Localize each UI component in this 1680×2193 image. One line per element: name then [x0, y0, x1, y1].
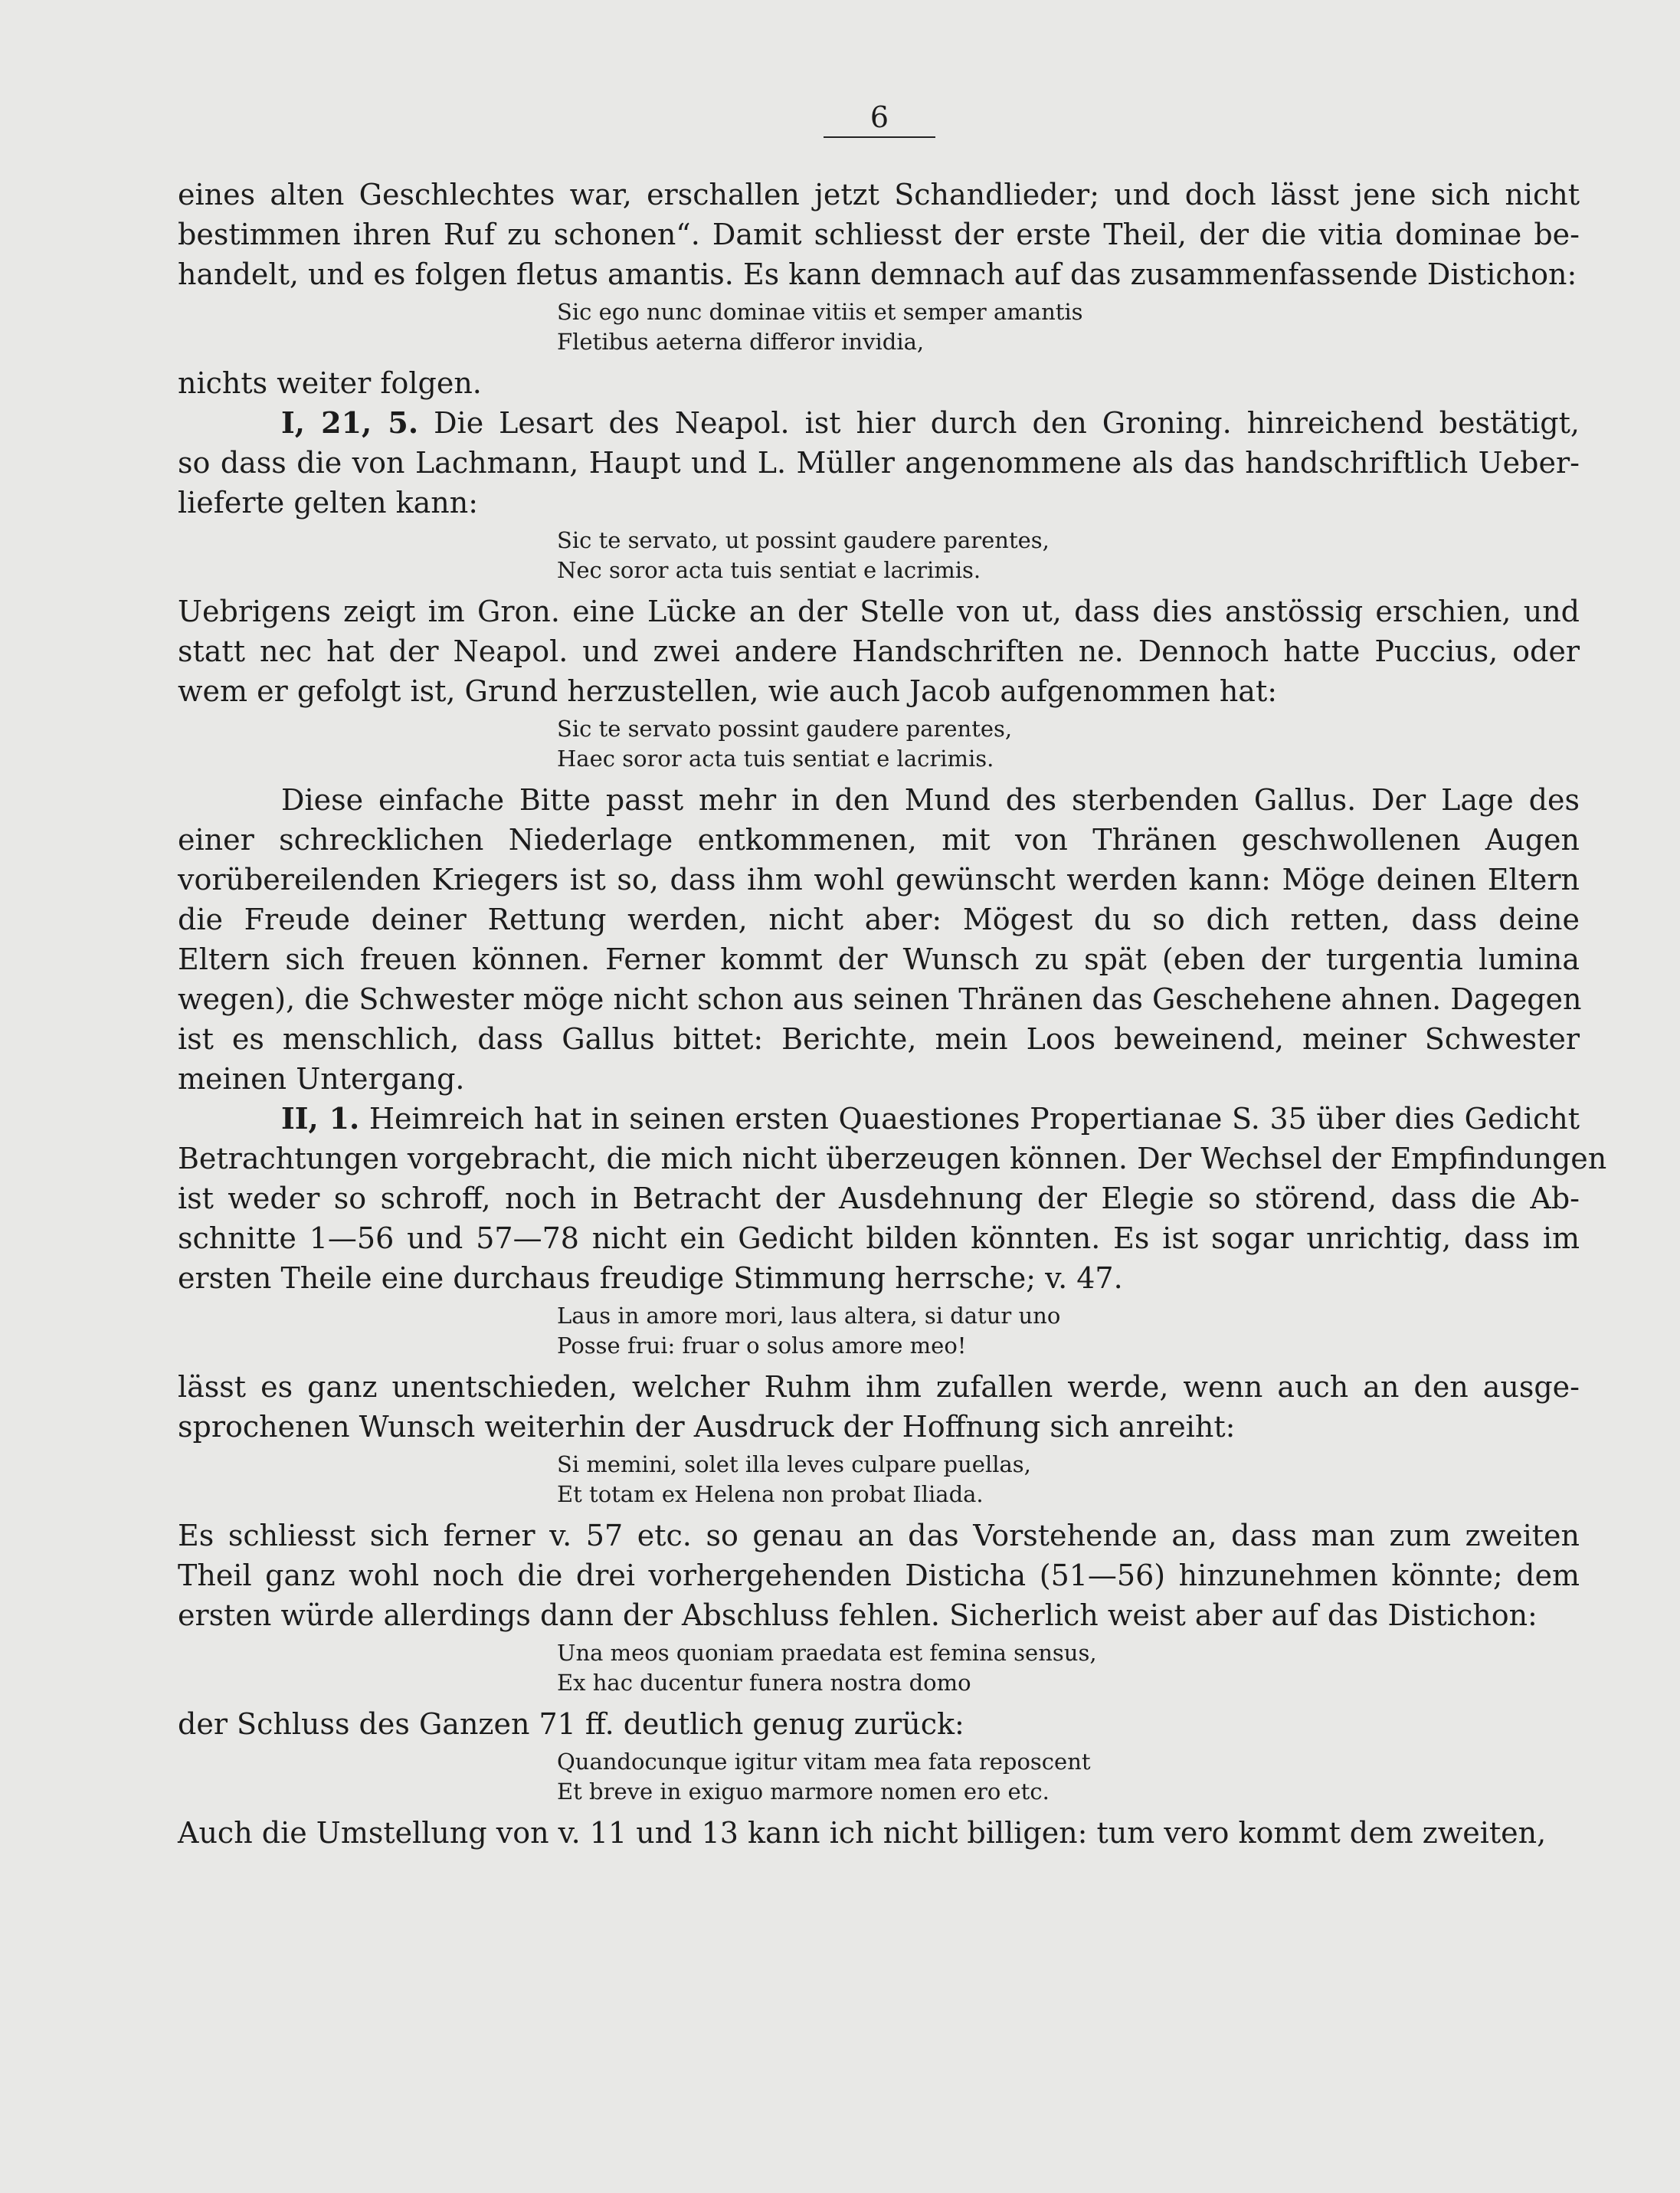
quoted-verse: [178, 1638, 1580, 1698]
quoted-verse: [178, 526, 1580, 585]
verse-line: Sic te servato possint gaudere parentes,: [557, 716, 1013, 742]
text-line: bestimmen ihren Ruf zu schonen“. Damit schliesst der erste Theil, der die vitia dominae be-: [178, 218, 1580, 251]
verse-line: Et totam ex Helena non probat Iliada.: [557, 1481, 984, 1507]
verse-line: Sic ego nunc dominae vitiis et semper amantis: [557, 299, 1083, 325]
paragraph: [178, 1099, 1607, 1298]
quoted-verse: [178, 1747, 1580, 1807]
text-line: statt nec hat der Neapol. und zwei andere Handschriften ne. Dennoch hatte Puccius, oder: [178, 634, 1580, 668]
paragraph: [178, 1516, 1580, 1635]
text-line: Diese einfache Bitte passt mehr in den Mund des sterbenden Gallus. Der Lage des: [281, 783, 1580, 817]
text-line: schnitte 1—56 und 57—78 nicht ein Gedicht bilden könnten. Es ist sogar unrichtig, dass im: [178, 1221, 1580, 1255]
passage-reference: I, 21, 5.: [281, 405, 419, 440]
verse-line: Posse frui: fruar o solus amore meo!: [557, 1333, 967, 1359]
page-number-rule: [824, 136, 935, 138]
verse-line: Sic te servato, ut possint gaudere parentes,: [557, 527, 1050, 553]
text-line: Uebrigens zeigt im Gron. eine Lücke an der Stelle von ut, dass dies anstössig erschien, und: [178, 595, 1580, 628]
verse-line: Una meos quoniam praedata est femina sensus,: [557, 1640, 1097, 1666]
verse-line: Nec soror acta tuis sentiat e lacrimis.: [557, 557, 981, 583]
text-line: nichts weiter folgen.: [178, 366, 482, 400]
paragraph: [178, 1367, 1580, 1447]
text-line: einer schrecklichen Niederlage entkommenen, mit von Thränen geschwollenen Augen: [178, 823, 1580, 857]
quoted-verse: [178, 297, 1580, 357]
text-line: sprochenen Wunsch weiterhin der Ausdruck der Hoffnung sich anreiht:: [178, 1410, 1236, 1444]
text-line-content: Heimreich hat in seinen ersten Quaestiones Propertianae S. 35 über dies Gedicht: [368, 1102, 1580, 1136]
verse-line: Haec soror acta tuis sentiat e lacrimis.: [557, 746, 994, 772]
quoted-verse: [178, 1301, 1580, 1361]
page-body: [178, 175, 1607, 1853]
verse-line: Laus in amore mori, laus altera, si datur uno: [557, 1303, 1061, 1329]
quoted-verse: [178, 1450, 1580, 1510]
passage-reference: II, 1.: [281, 1101, 360, 1136]
paragraph: [178, 592, 1580, 711]
paragraph: [178, 175, 1580, 294]
paragraph: [178, 1813, 1580, 1853]
text-line: ersten würde allerdings dann der Abschluss fehlen. Sicherlich weist aber auf das Distichon:: [178, 1598, 1538, 1632]
verse-line: Quandocunque igitur vitam mea fata reposcent: [557, 1749, 1091, 1775]
text-line: [178, 403, 1580, 443]
text-line: Eltern sich freuen können. Ferner kommt der Wunsch zu spät (eben der turgentia lumina: [178, 942, 1580, 976]
paragraph: [178, 780, 1580, 1099]
text-line: lieferte gelten kann:: [178, 486, 479, 520]
text-line: Auch die Umstellung von v. 11 und 13 kann ich nicht billigen: tum vero kommt dem zweiten,: [178, 1816, 1547, 1850]
quoted-verse: [178, 714, 1580, 774]
text-line: wegen), die Schwester möge nicht schon aus seinen Thränen das Geschehene ahnen. Dagegen: [178, 982, 1582, 1016]
paragraph: [178, 403, 1580, 523]
text-line: ist weder so schroff, noch in Betracht der Ausdehnung der Elegie so störend, dass die Ab-: [178, 1182, 1580, 1215]
paragraph: [178, 363, 1580, 403]
text-line: eines alten Geschlechtes war, erschallen jetzt Schandlieder; und doch lässt jene sich nicht: [178, 178, 1580, 211]
text-line: [178, 1099, 1580, 1139]
text-line: lässt es ganz unentschieden, welcher Ruhm ihm zufallen werde, wenn auch an den ausge-: [178, 1370, 1580, 1404]
verse-line: Ex hac ducentur funera nostra domo: [557, 1670, 971, 1696]
verse-line: Et breve in exiguo marmore nomen ero etc.: [557, 1778, 1050, 1805]
text-line: Theil ganz wohl noch die drei vorhergehenden Disticha (51—56) hinzunehmen könnte; dem: [178, 1559, 1580, 1592]
verse-line: Si memini, solet illa leves culpare puellas,: [557, 1451, 1031, 1477]
text-line: wem er gefolgt ist, Grund herzustellen, wie auch Jacob aufgenommen hat:: [178, 674, 1278, 708]
text-line: so dass die von Lachmann, Haupt und L. Müller angenommene als das handschriftlich Ueber-: [178, 446, 1580, 480]
paragraph: [178, 1704, 1580, 1744]
page-number: 6: [869, 100, 889, 134]
text-line: meinen Untergang.: [178, 1062, 465, 1096]
text-line: handelt, und es folgen fletus amantis. Es kann demnach auf das zusammenfassende Distichon:: [178, 257, 1577, 291]
text-line: ersten Theile eine durchaus freudige Stimmung herrsche; v. 47.: [178, 1261, 1123, 1295]
verse-line: Fletibus aeterna differor invidia,: [557, 329, 925, 355]
text-line: ist es menschlich, dass Gallus bittet: Berichte, mein Loos beweinend, meiner Schwester: [178, 1022, 1580, 1056]
text-line: Betrachtungen vorgebracht, die mich nicht überzeugen können. Der Wechsel der Empfindungen: [178, 1142, 1607, 1175]
text-line: vorübereilenden Kriegers ist so, dass ihm wohl gewünscht werden kann: Möge deinen Eltern: [178, 863, 1580, 897]
text-line: der Schluss des Ganzen 71 ff. deutlich genug zurück:: [178, 1707, 964, 1741]
text-line-content: Die Lesart des Neapol. ist hier durch den Groning. hinreichend bestätigt,: [434, 406, 1580, 440]
text-line: die Freude deiner Rettung werden, nicht aber: Mögest du so dich retten, dass deine: [178, 903, 1580, 936]
text-line: Es schliesst sich ferner v. 57 etc. so genau an das Vorstehende an, dass man zum zweiten: [178, 1519, 1580, 1552]
